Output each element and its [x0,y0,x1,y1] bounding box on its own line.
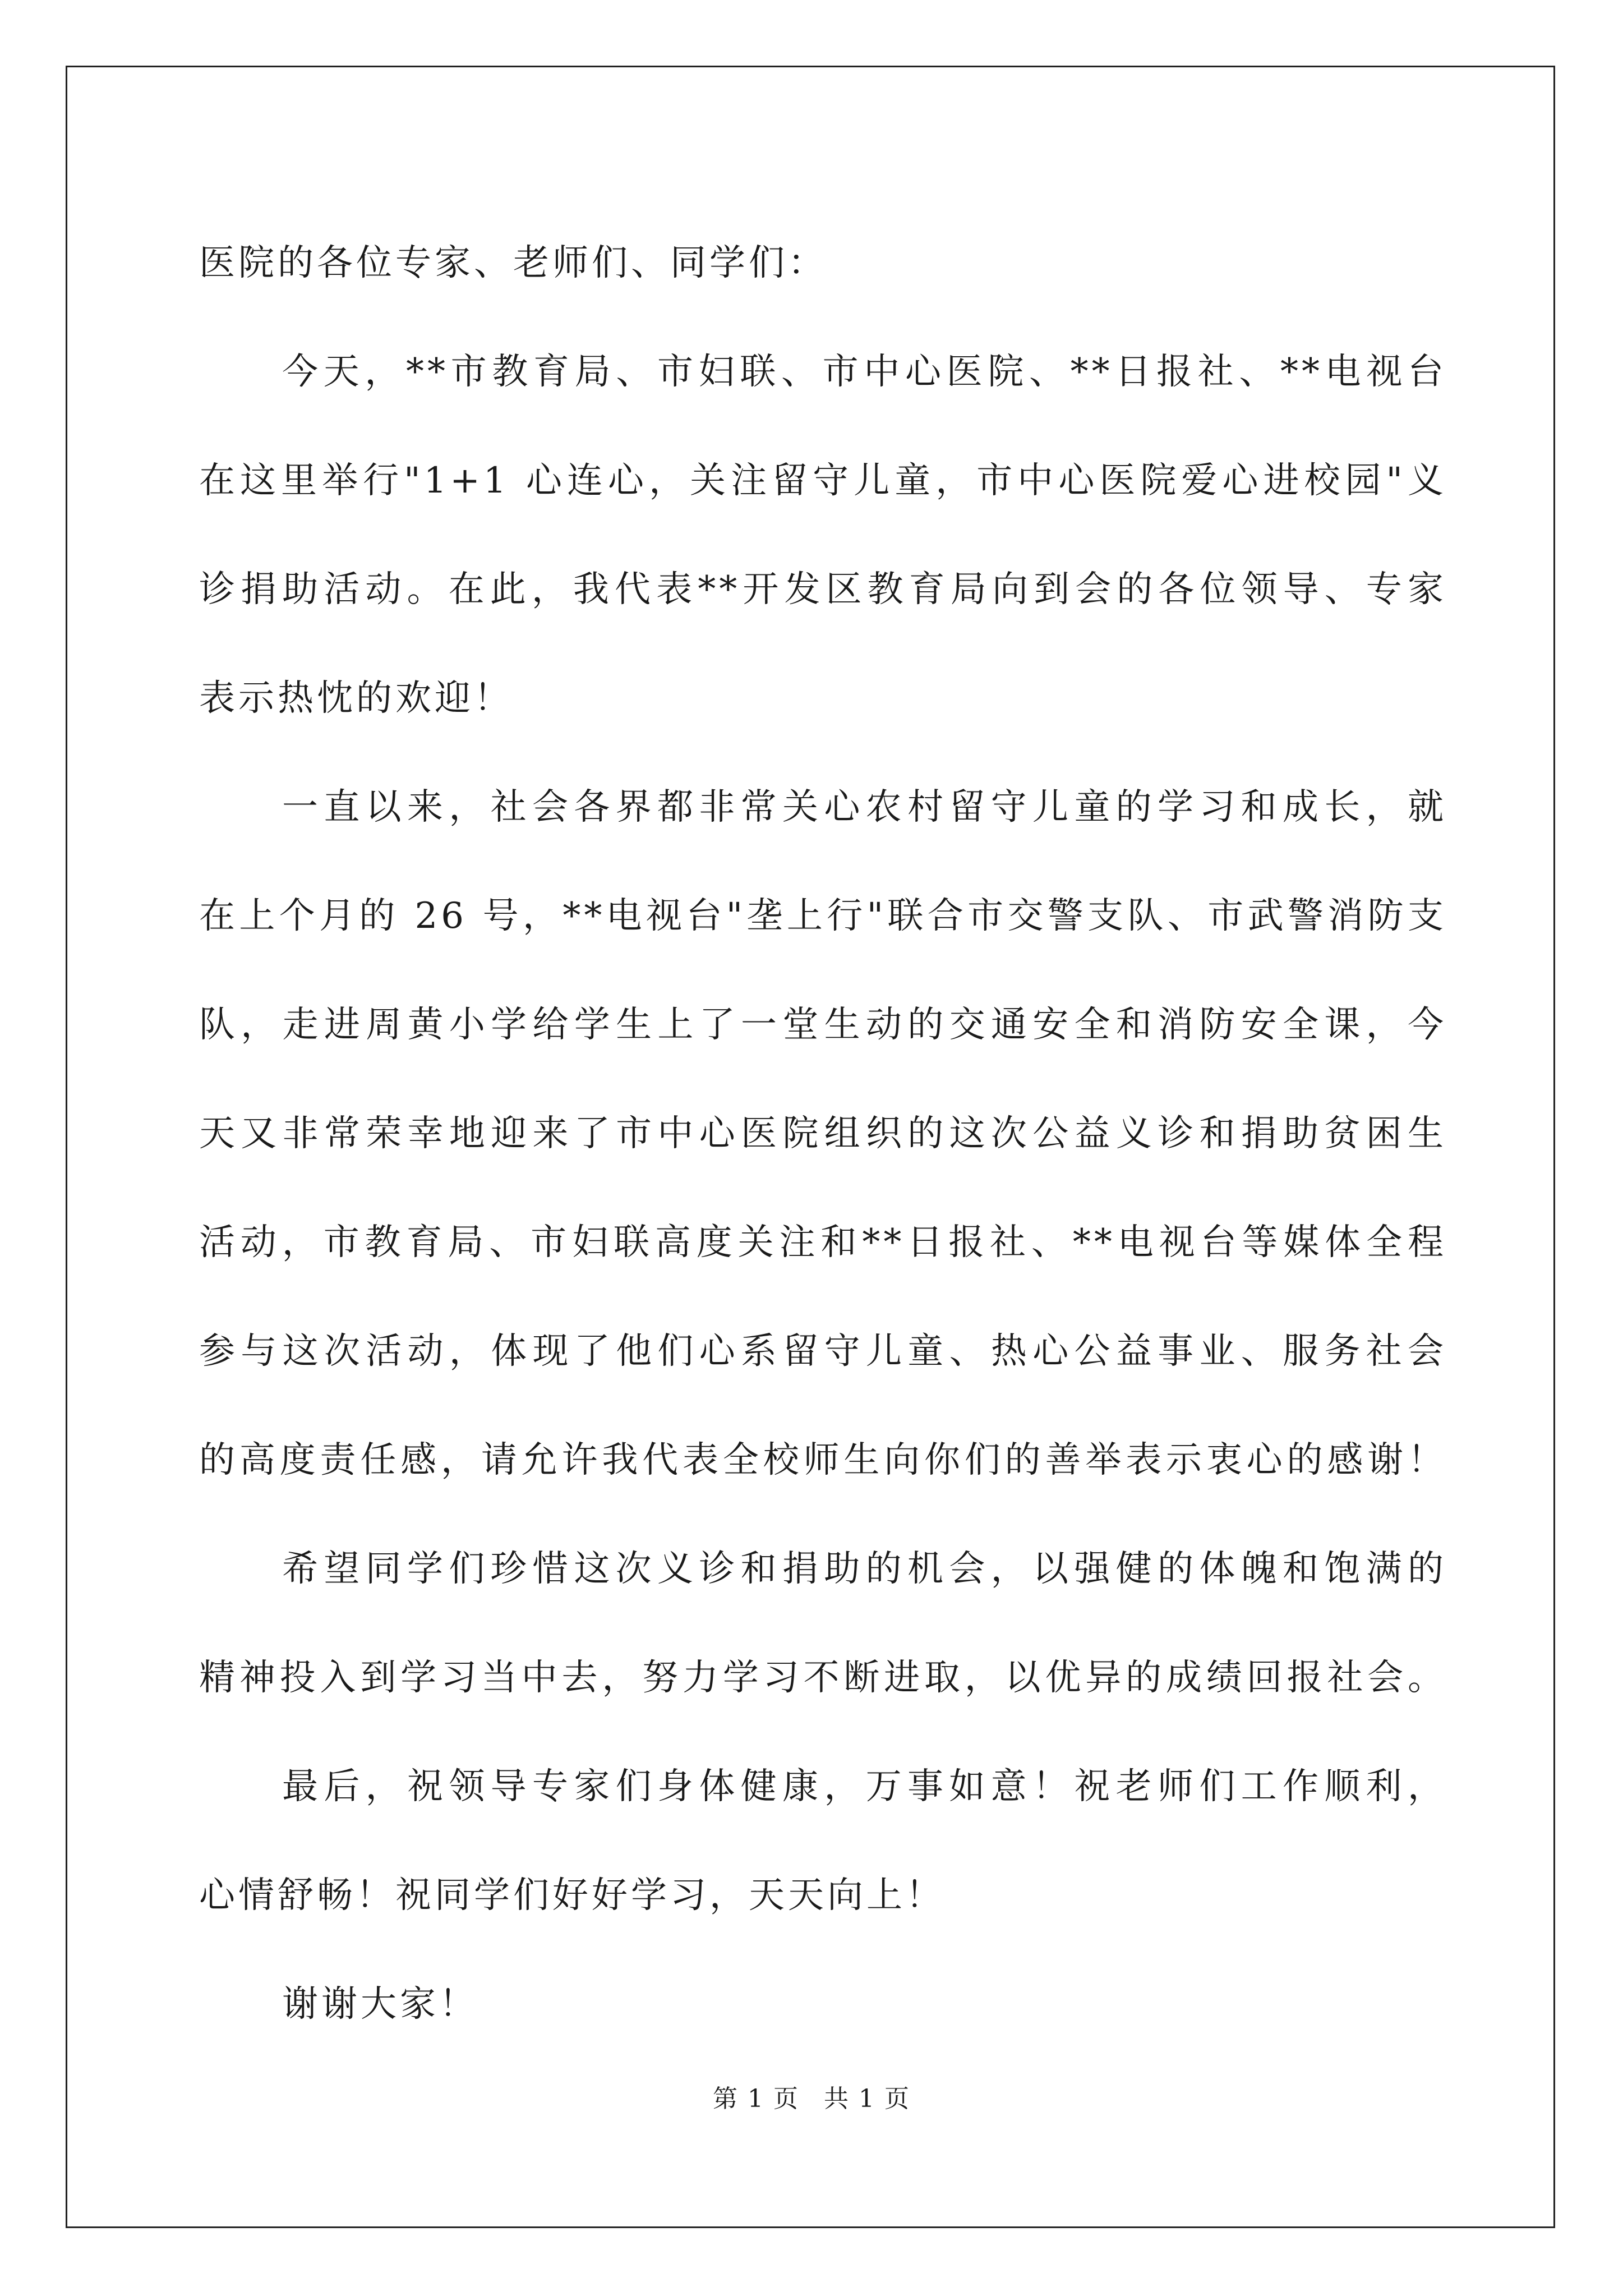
paragraph-line: 最后，祝领导专家们身体健康，万事如意！祝老师们工作顺利， [282,1766,1447,1807]
paragraph-line: 一直以来，社会各界都非常关心农村留守儿童的学习和成长，就 [282,786,1447,828]
paragraph-line: 在上个月的 26 号，**电视台"垄上行"联合市交警支队、市武警消防支 [199,895,1447,937]
paragraph-line: 精神投入到学习当中去，努力学习不断进取，以优异的成绩回报社会。 [199,1657,1447,1699]
salutation-line: 医院的各位专家、老师们、同学们： [199,242,827,284]
page-number: 第 1 页 [713,2085,799,2113]
paragraph-line: 参与这次活动，体现了他们心系留守儿童、热心公益事业、服务社会 [199,1331,1447,1372]
page-footer [0,2082,1623,2116]
paragraph-line: 表示热忱的欢迎！ [199,678,513,719]
paragraph-line: 活动，市教育局、市妇联高度关注和**日报社、**电视台等媒体全程 [199,1222,1447,1263]
paragraph-line: 诊捐助活动。在此，我代表**开发区教育局向到会的各位领导、专家 [199,569,1447,610]
paragraph-line: 希望同学们珍惜这次义诊和捐助的机会，以强健的体魄和饱满的 [282,1548,1447,1590]
closing-line: 谢谢大家！ [282,1984,478,2025]
document-body [199,209,1447,2059]
paragraph-line: 队，走进周黄小学给学生上了一堂生动的交通安全和消防安全课，今 [199,1004,1447,1046]
paragraph-line: 今天，**市教育局、市妇联、市中心医院、**日报社、**电视台 [282,351,1447,393]
paragraph-line: 在这里举行"1+1 心连心，关注留守儿童，市中心医院爱心进校园"义 [199,460,1447,501]
page-total: 共 1 页 [824,2085,910,2113]
paragraph-line: 的高度责任感，请允许我代表全校师生向你们的善举表示衷心的感谢！ [199,1439,1447,1481]
paragraph-line: 心情舒畅！祝同学们好好学习，天天向上！ [199,1875,945,1916]
paragraph-line: 天又非常荣幸地迎来了市中心医院组织的这次公益义诊和捐助贫困生 [199,1113,1447,1154]
